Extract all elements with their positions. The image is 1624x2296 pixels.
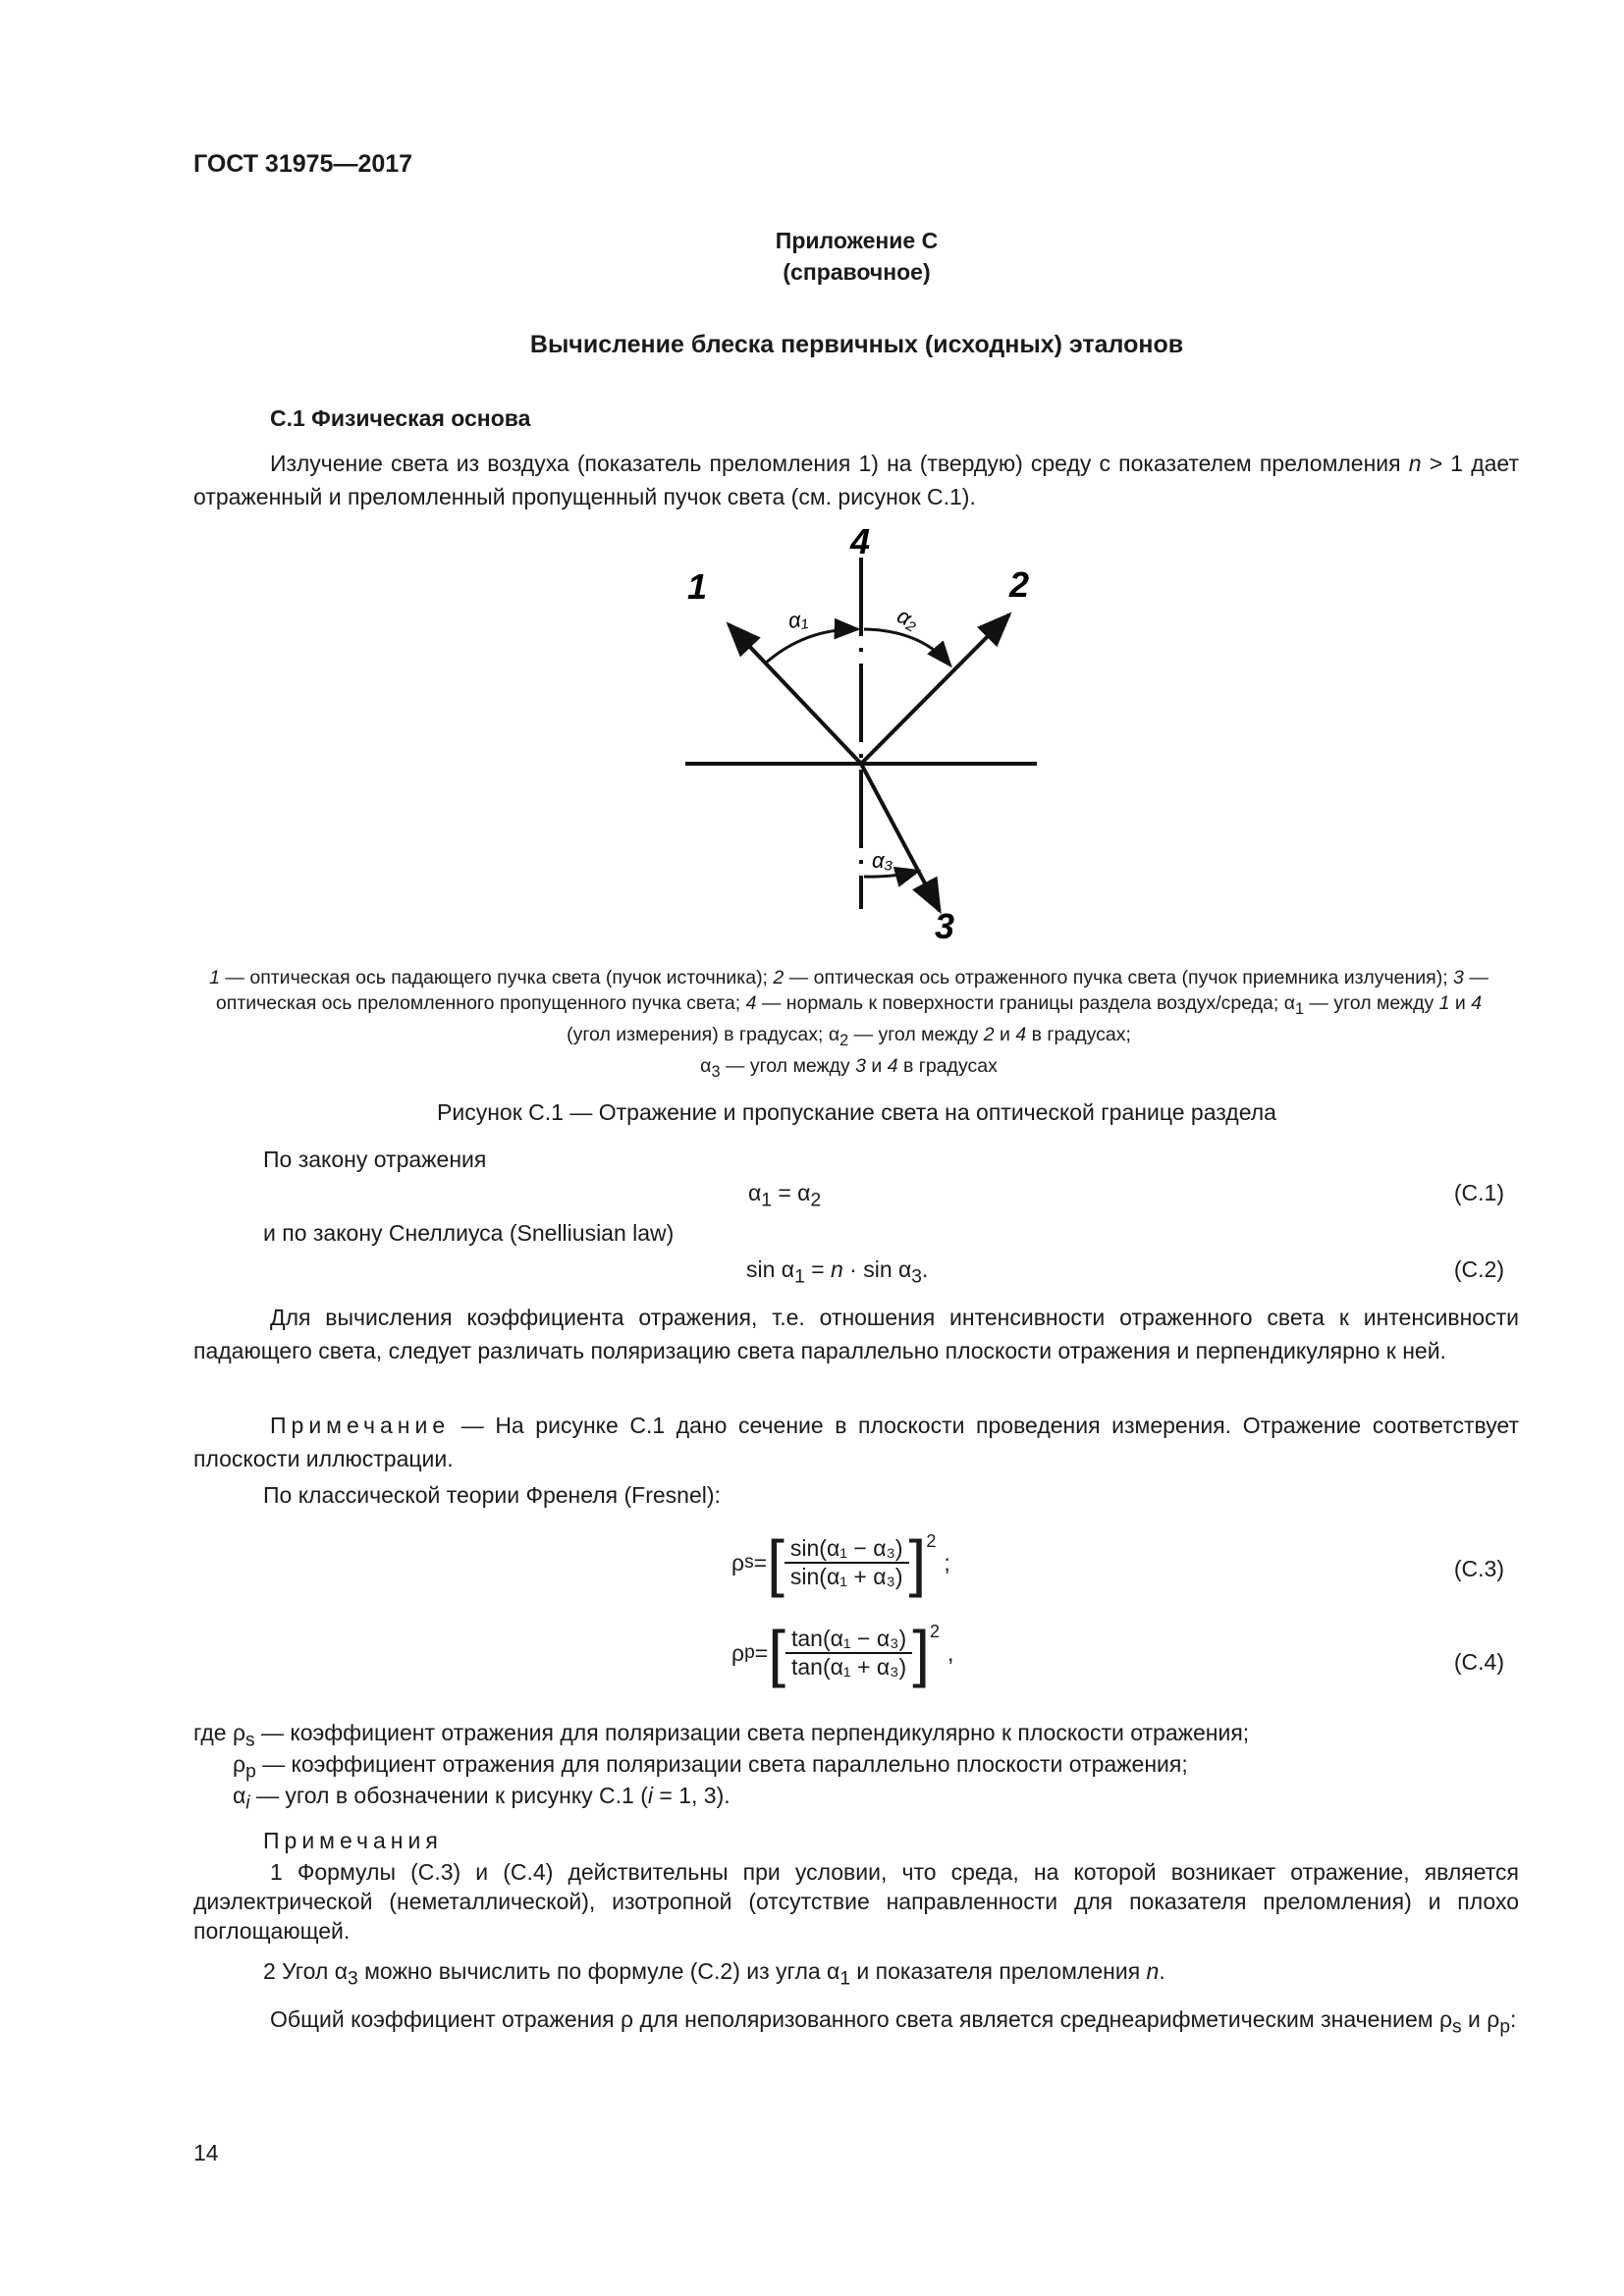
label-alpha2: α₂ xyxy=(893,603,923,635)
figure-caption: Рисунок С.1 — Отражение и пропускание света на оптической границе раздела xyxy=(437,1099,1276,1125)
where-alpha-i: $\alpha_i$ — угол в обозначении к рисунку С.1 (i = 1, 3). xyxy=(233,1783,731,1814)
page-number: 14 xyxy=(193,2140,219,2165)
refracted-beam xyxy=(861,764,940,911)
equation-c2-number: (С.2) xyxy=(1453,1256,1504,1282)
appendix-heading: Вычисление блеска первичных (исходных) эталонов xyxy=(529,331,1184,358)
equation-c4-number: (С.4) xyxy=(1453,1649,1504,1675)
equation-c2: $\sin \alpha_1 = n \cdot \sin \alpha_3$. xyxy=(746,1256,929,1288)
appendix-status: (справочное) xyxy=(783,259,931,285)
label-beam-1: 1 xyxy=(687,566,708,607)
note-1: 1 Формулы (С.3) и (С.4) действительны при условии, что среда, на которой возникает отражение, является диэлектрической (неметаллической), изотропной (отсутствие направленности для показателя преломления) и плохо поглощающей. xyxy=(193,1859,1519,1944)
label-normal-4: 4 xyxy=(850,521,871,561)
bracket-right: ] xyxy=(912,1618,930,1688)
bracket-left: [ xyxy=(767,1527,785,1598)
label-alpha3: α₃ xyxy=(872,848,893,873)
label-beam-2: 2 xyxy=(1009,564,1030,605)
appendix-title: Приложение С xyxy=(775,228,939,253)
where-rho-p: $\rho_p$ — коэффициент отражения для поляризации света параллельно плоскости отражения; xyxy=(233,1751,1188,1783)
angle-arc-a2 xyxy=(864,629,950,666)
note-paragraph: Примечание — На рисунке С.1 дано сечение в плоскости проведения измерения. Отражение соответствует плоскости иллюстрации. xyxy=(193,1413,1519,1471)
label-beam-3: 3 xyxy=(935,906,955,946)
law-snell-text: и по закону Снеллиуса (Snelliusian law) xyxy=(263,1220,675,1246)
incident-beam xyxy=(729,624,861,764)
equation-c3-number: (С.3) xyxy=(1453,1556,1504,1581)
reflected-beam xyxy=(861,614,1009,764)
bracket-right: ] xyxy=(908,1527,927,1598)
equation-c1: $\alpha_1 = \alpha_2$ xyxy=(748,1180,822,1211)
figure-reflection-diagram xyxy=(648,518,1060,960)
bracket-left: [ xyxy=(768,1618,785,1688)
section-title: С.1 Физическая основа xyxy=(270,405,531,431)
law-reflection-text: По закону отражения xyxy=(263,1147,487,1172)
document-code: ГОСТ 31975—2017 xyxy=(193,150,413,178)
label-alpha1: α₁ xyxy=(786,606,810,633)
angle-arc-a1 xyxy=(765,629,858,664)
equation-c4: ρ p = [ $\frac{\text{tan(α₁ − α₃)}}{\text{tan(α₁ + α₃)}}$ ] $^2$ , xyxy=(731,1618,954,1688)
figure-legend: 1 — оптическая ось падающего пучка света (пучок источника); 2 — оптическая ось отраженного пучка света (пучок приемника излучения); 3 — оптическая ось преломленного пропущенного пучка света; 4 — нормаль к поверхности границы раздела воздух/среда; $\alpha_1$ — угол между 1 и 4 (угол измерения) в градусах; $\alpha_2$ — угол между 2 и 4 в градусах; $\alpha_3$ — угол между 3 и 4 в градусах xyxy=(209,967,1489,1081)
equation-c3: ρ s = [ $\frac{\text{sin(α₁ − α₃)}}{\text{sin(α₁ + α₃)}}$ ] $^2$ ; xyxy=(731,1527,950,1598)
reflection-coefficient-paragraph: Для вычисления коэффициента отражения, т.е. отношения интенсивности отраженного света к интенсивности падающего света, следует различать поляризацию света параллельно плоскости отражения и перпендикулярно к ней. xyxy=(193,1305,1519,1363)
equation-c1-number: (С.1) xyxy=(1453,1180,1504,1205)
intro-paragraph: Излучение света из воздуха (показатель преломления 1) на (твердую) среду с показателем преломления n > 1 дает отраженный и преломленный пропущенный пучок света (см. рисунок С.1). xyxy=(193,451,1519,509)
fresnel-text: По классической теории Френеля (Fresnel): xyxy=(263,1482,721,1508)
note-2: 2 Угол $\alpha_3$ можно вычислить по формуле (С.2) из угла $\alpha_1$ и показателя преломления n. xyxy=(263,1958,1165,1990)
notes-label: Примечания xyxy=(263,1828,443,1853)
where-rho-s: где $\rho_s$ — коэффициент отражения для поляризации света перпендикулярно к плоскости отражения; xyxy=(193,1720,1250,1751)
final-paragraph: Общий коэффициент отражения ρ для неполяризованного света является среднеарифметическим значением $\rho_s$ и $\rho_p$: xyxy=(270,2006,1517,2038)
